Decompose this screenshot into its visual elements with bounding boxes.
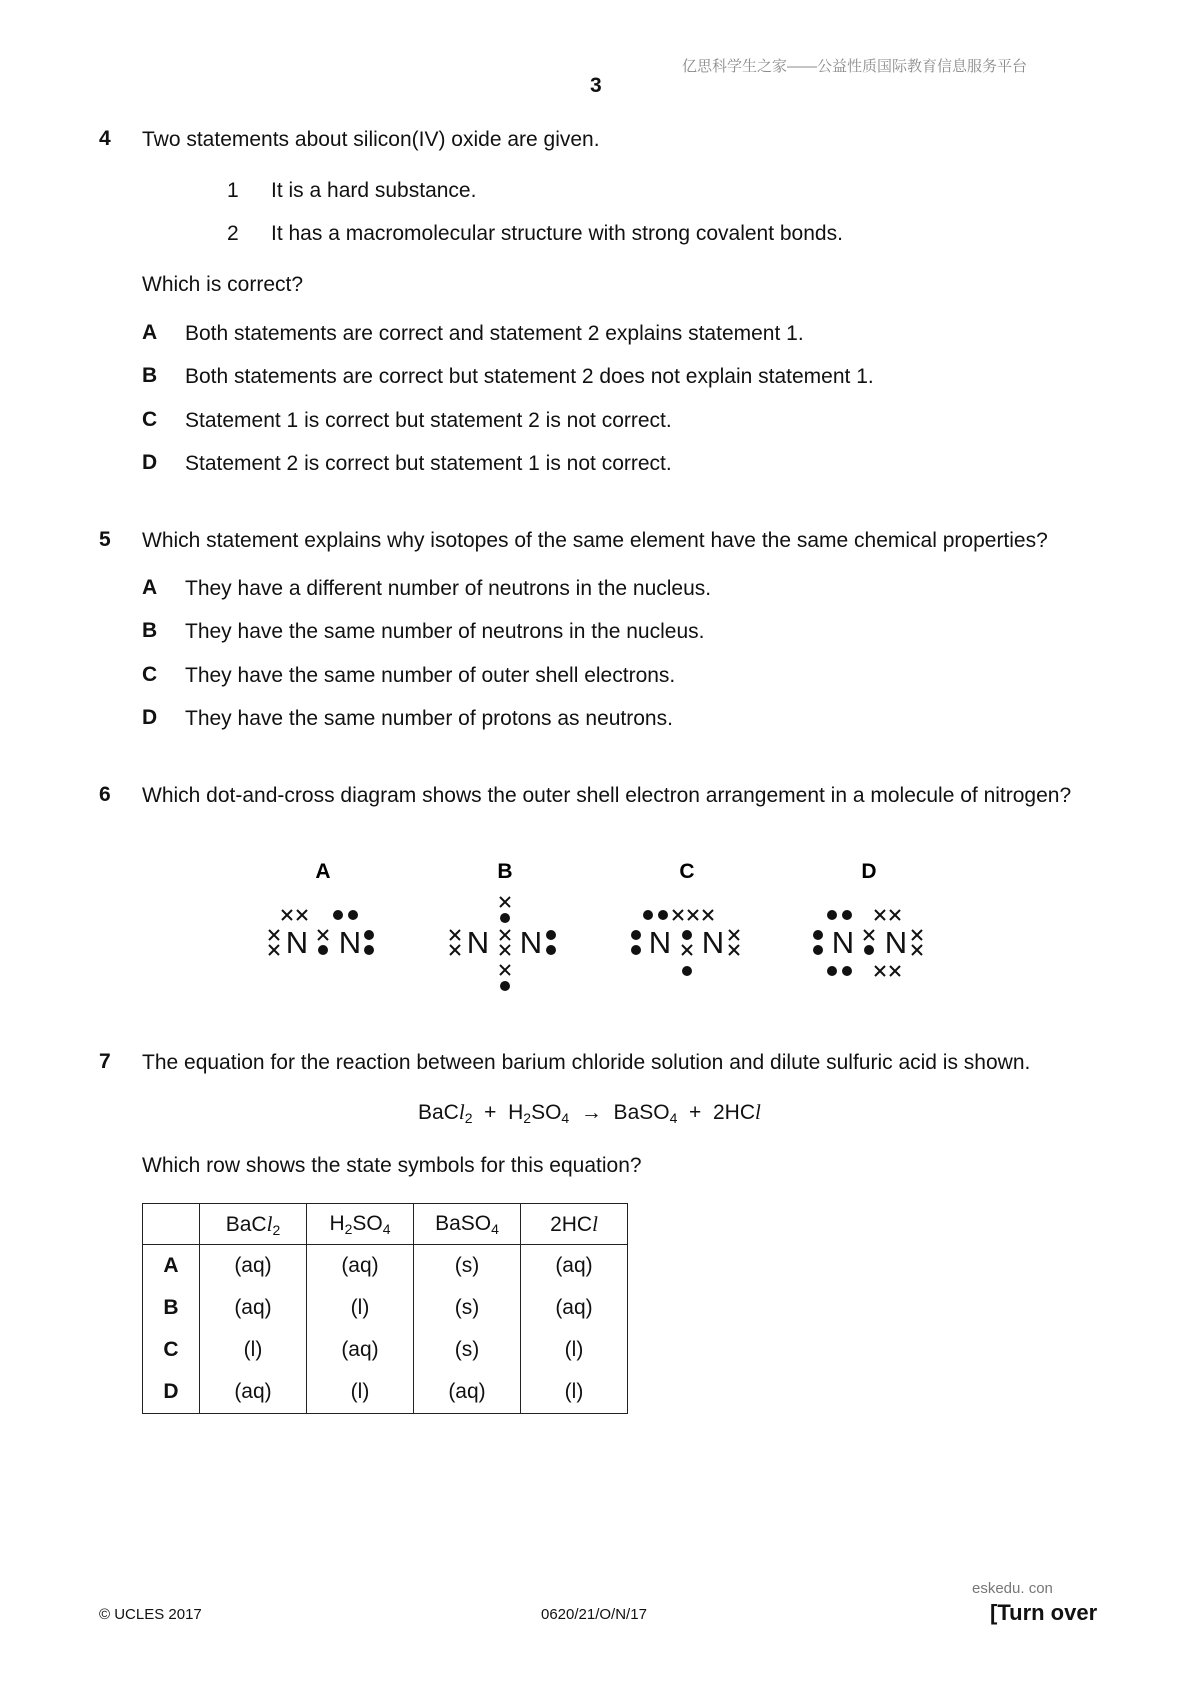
table-cell: (s): [414, 1245, 521, 1288]
electron-dot: [333, 910, 343, 920]
electron-dot: [631, 945, 641, 955]
question-number: 6: [99, 783, 111, 806]
question-stem: Which dot-and-cross diagram shows the outer shell electron arrangement in a molecule of nitrogen?: [142, 784, 1072, 807]
electron-dot: [500, 981, 510, 991]
row-letter: D: [143, 1371, 200, 1414]
table-cell: (l): [307, 1371, 414, 1414]
atom-symbol: N: [519, 925, 543, 960]
state-symbols-table: [142, 1203, 628, 1414]
row-letter: C: [143, 1329, 200, 1371]
row-letter: A: [143, 1245, 200, 1288]
question-number: 7: [99, 1050, 111, 1073]
column-header-2hcl: 2HCl: [521, 1204, 628, 1245]
option-letter: D: [142, 451, 158, 474]
option-c[interactable]: They have the same number of outer shell electrons.: [185, 664, 676, 687]
statement-number: 1: [227, 179, 239, 202]
electron-dot: [864, 945, 874, 955]
electron-dot: [813, 930, 823, 940]
footer-paper-code: 0620/21/O/N/17: [541, 1606, 647, 1623]
footer-copyright: © UCLES 2017: [99, 1606, 202, 1623]
table-cell: (aq): [200, 1245, 307, 1288]
chemical-equation: BaCl$_2$ + $H_2SO_4$ → BaSO$_4$ + 2HCl: [418, 1100, 761, 1126]
diagram-label-c: C: [679, 860, 695, 883]
column-header-h2so4: $H_2SO_4$: [307, 1204, 414, 1245]
option-b[interactable]: They have the same number of neutrons in the nucleus.: [185, 620, 705, 643]
table-cell: (aq): [307, 1245, 414, 1288]
table-cell: (l): [521, 1329, 628, 1371]
question-prompt: Which row shows the state symbols for this equation?: [142, 1154, 642, 1177]
electron-dot: [842, 910, 852, 920]
atom-symbol: N: [285, 925, 309, 960]
atom-symbol: N: [648, 925, 672, 960]
question-number: 5: [99, 528, 111, 551]
table-cell: (aq): [521, 1287, 628, 1329]
electron-cross: [282, 910, 292, 920]
electron-dot: [682, 930, 692, 940]
option-d[interactable]: Statement 2 is correct but statement 1 is not correct.: [185, 452, 672, 475]
table-cell: (aq): [521, 1245, 628, 1288]
electron-dot: [842, 966, 852, 976]
table-cell: (aq): [307, 1329, 414, 1371]
electron-cross: [890, 910, 900, 920]
electron-cross: [269, 945, 279, 955]
option-letter: A: [142, 321, 158, 344]
electron-dot: [546, 945, 556, 955]
atom-symbol: N: [884, 925, 908, 960]
atom-symbol: N: [831, 925, 855, 960]
electron-cross: [912, 930, 922, 940]
option-c[interactable]: Statement 1 is correct but statement 2 is not correct.: [185, 409, 672, 432]
electron-cross: [450, 945, 460, 955]
electron-cross: [682, 945, 692, 955]
atom-symbol: N: [338, 925, 362, 960]
electron-dot: [827, 910, 837, 920]
diagram-label-d: D: [861, 860, 877, 883]
table-row[interactable]: [143, 1329, 628, 1371]
question-stem: Which statement explains why isotopes of the same element have the same chemical properties?: [142, 529, 1048, 552]
option-a[interactable]: They have a different number of neutrons in the nucleus.: [185, 577, 712, 600]
table-cell: (aq): [200, 1287, 307, 1329]
electron-dot: [827, 966, 837, 976]
statement-number: 2: [227, 222, 239, 245]
electron-cross: [703, 910, 713, 920]
electron-markers: [269, 897, 922, 991]
electron-cross: [500, 930, 510, 940]
option-letter: B: [142, 364, 158, 387]
question-stem: Two statements about silicon(IV) oxide are given.: [142, 128, 600, 151]
electron-cross: [688, 910, 698, 920]
electron-cross: [875, 910, 885, 920]
table-row[interactable]: [143, 1287, 628, 1329]
electron-dot: [682, 966, 692, 976]
option-letter: D: [142, 706, 158, 729]
table-row[interactable]: [143, 1371, 628, 1414]
atom-symbol: N: [466, 925, 490, 960]
table-corner: [143, 1204, 200, 1245]
table-cell: (aq): [414, 1371, 521, 1414]
option-d[interactable]: They have the same number of protons as neutrons.: [185, 707, 673, 730]
statement-text: It is a hard substance.: [271, 179, 477, 202]
column-header-baso4: BaSO$_4$: [414, 1204, 521, 1245]
electron-dot: [364, 945, 374, 955]
electron-cross: [450, 930, 460, 940]
question-number: 4: [99, 127, 111, 150]
option-letter: C: [142, 408, 158, 431]
electron-cross: [912, 945, 922, 955]
option-a[interactable]: Both statements are correct and statement 2 explains statement 1.: [185, 322, 804, 345]
option-b[interactable]: Both statements are correct but statement 2 does not explain statement 1.: [185, 365, 874, 388]
electron-dot: [500, 913, 510, 923]
electron-cross: [890, 966, 900, 976]
row-letter: B: [143, 1287, 200, 1329]
electron-dot: [546, 930, 556, 940]
electron-cross: [673, 910, 683, 920]
table-cell: (l): [307, 1287, 414, 1329]
electron-cross: [500, 965, 510, 975]
electron-dot: [643, 910, 653, 920]
electron-dot: [658, 910, 668, 920]
diagram-label-b: B: [497, 860, 513, 883]
footer-site: eskedu. con: [972, 1580, 1053, 1597]
electron-dot: [364, 930, 374, 940]
question-stem: The equation for the reaction between barium chloride solution and dilute sulfuric acid is shown.: [142, 1051, 1031, 1074]
option-letter: A: [142, 576, 158, 599]
electron-cross: [875, 966, 885, 976]
column-header-bacl2: BaCl$_2$: [200, 1204, 307, 1245]
table-cell: (aq): [200, 1371, 307, 1414]
electron-cross: [269, 930, 279, 940]
dot-and-cross-diagrams: [0, 850, 1190, 1010]
option-letter: B: [142, 619, 158, 642]
electron-dot: [813, 945, 823, 955]
table-cell: (l): [521, 1371, 628, 1414]
electron-cross: [318, 930, 328, 940]
diagram-label-a: A: [315, 860, 331, 883]
question-prompt: Which is correct?: [142, 273, 304, 296]
electron-cross: [297, 910, 307, 920]
atom-symbol: N: [701, 925, 725, 960]
page-number: 3: [590, 74, 602, 97]
turn-over-label: [Turn over: [990, 1600, 1098, 1625]
electron-cross: [500, 897, 510, 907]
statement-text: It has a macromolecular structure with strong covalent bonds.: [271, 222, 843, 245]
electron-dot: [348, 910, 358, 920]
table-cell: (s): [414, 1287, 521, 1329]
electron-cross: [864, 930, 874, 940]
table-cell: (s): [414, 1329, 521, 1371]
header-watermark: 亿思科学生之家——公益性质国际教育信息服务平台: [682, 58, 1028, 75]
electron-cross: [729, 930, 739, 940]
option-letter: C: [142, 663, 158, 686]
table-row[interactable]: [143, 1245, 628, 1288]
electron-cross: [729, 945, 739, 955]
electron-cross: [500, 945, 510, 955]
table-cell: (l): [200, 1329, 307, 1371]
electron-dot: [318, 945, 328, 955]
electron-dot: [631, 930, 641, 940]
